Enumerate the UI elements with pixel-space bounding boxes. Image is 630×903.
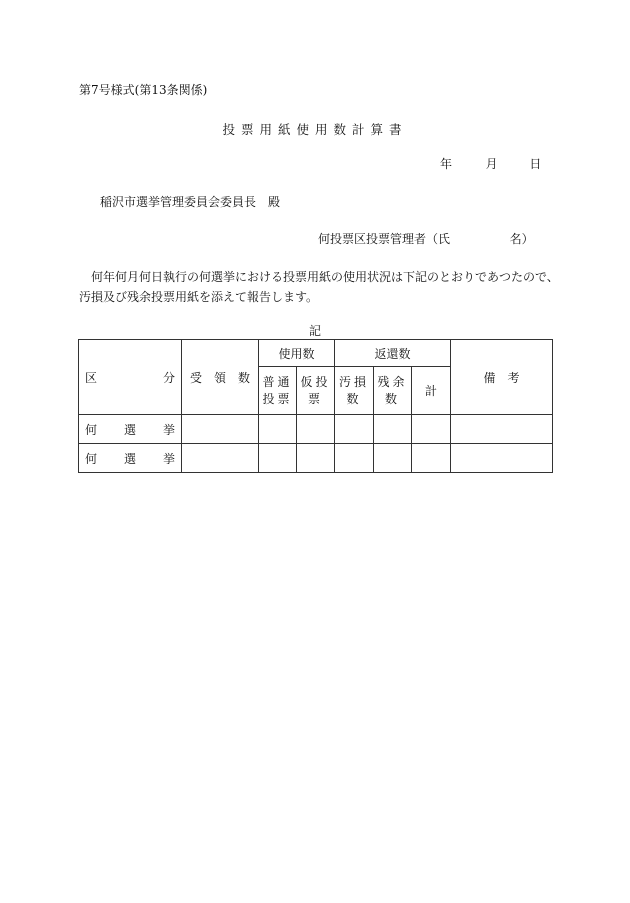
cell-kari <box>297 415 335 444</box>
header-zanyo: 残余 数 <box>374 367 412 415</box>
header-kei: 計 <box>412 367 451 415</box>
cell-futsu <box>259 444 297 473</box>
sender-line <box>318 230 534 247</box>
date-year: 年 <box>440 157 453 171</box>
cell-zanyo <box>374 415 412 444</box>
table-row <box>79 415 553 444</box>
header-kari: 仮投 票 <box>297 367 335 415</box>
cell-oson <box>335 444 374 473</box>
form-number: 第7号様式(第13条関係) <box>79 83 208 97</box>
header-shiyou: 使用数 <box>259 340 335 367</box>
body-text: 何年何月何日執行の何選挙における投票用紙の使用状況は下記のとおりであつたので、汚損及び残余投票用紙を添えて報告します。 <box>79 270 559 304</box>
header-henkan: 返還数 <box>335 340 451 367</box>
date-line <box>440 155 541 172</box>
cell-biko <box>451 444 553 473</box>
cell-futsu <box>259 415 297 444</box>
sender-label: 何投票区投票管理者（氏 <box>318 232 451 246</box>
date-month: 月 <box>485 157 498 171</box>
header-kubun: 区 分 <box>79 340 182 415</box>
cell-juryo <box>182 444 259 473</box>
cell-juryo <box>182 415 259 444</box>
document-title: 投票用紙使用数計算書 <box>222 122 408 137</box>
header-juryo: 受 領 数 <box>182 340 259 415</box>
cell-zanyo <box>374 444 412 473</box>
usage-table <box>78 339 553 473</box>
date-day: 日 <box>529 157 542 171</box>
ki-heading: 記 <box>308 324 321 338</box>
cell-kari <box>297 444 335 473</box>
table-row <box>79 444 553 473</box>
row-label: 何 選 挙 <box>79 415 182 444</box>
cell-kei <box>412 444 451 473</box>
header-futsu: 普通 投票 <box>259 367 297 415</box>
header-biko: 備 考 <box>451 340 553 415</box>
row-label: 何 選 挙 <box>79 444 182 473</box>
cell-biko <box>451 415 553 444</box>
header-oson: 汚損 数 <box>335 367 374 415</box>
addressee: 稲沢市選挙管理委員会委員長 殿 <box>100 195 281 209</box>
sender-name-end: 名） <box>509 232 534 246</box>
cell-kei <box>412 415 451 444</box>
cell-oson <box>335 415 374 444</box>
